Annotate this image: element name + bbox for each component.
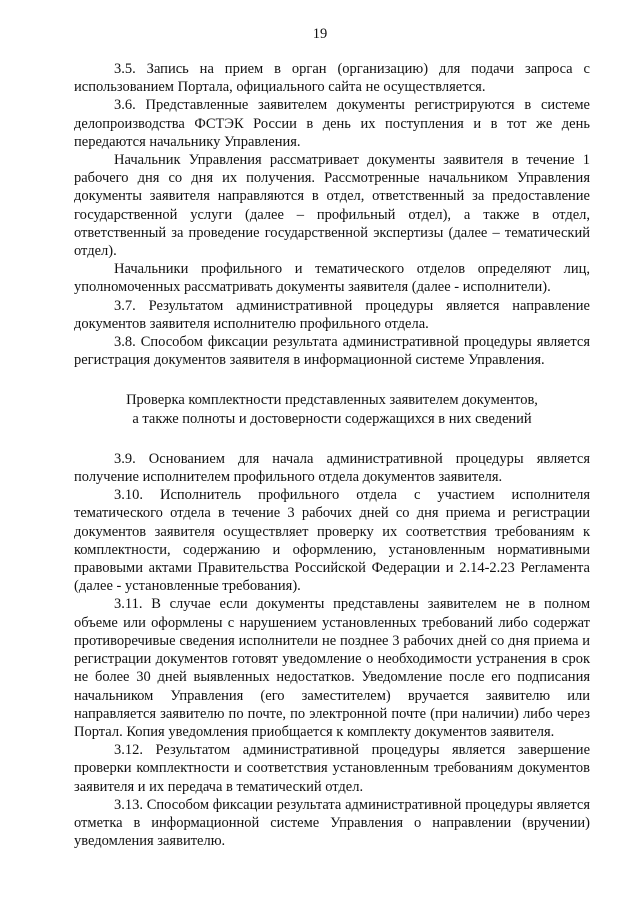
page-number: 19 bbox=[312, 26, 328, 42]
paragraph-3-5: 3.5. Запись на прием в орган (организацию) для подачи запроса с использованием Портала, официального сайта не осуществляется. bbox=[74, 61, 590, 96]
paragraph-3-6: 3.6. Представленные заявителем документы регистрируются в системе делопроизводства ФСТЭК России в день их поступления и в тот же день передаются начальнику Управления. bbox=[74, 97, 590, 150]
spacer bbox=[74, 428, 590, 450]
paragraph-3-10: 3.10. Исполнитель профильного отдела с участием исполнителя тематического отдела в течение 3 рабочих дней со дня приема и регистрации документов заявителя осуществляет проверку их соответствия требованиям к комплектности, содержанию и оформлению, установленным нормативными правовыми актами Правительства Российской Федерации и 2.14-2.23 Регламента (далее - установленные требования). bbox=[74, 487, 590, 595]
paragraph-executors: Начальники профильного и тематического отделов определяют лиц, уполномоченных рассматривать документы заявителя (далее - исполнители). bbox=[74, 261, 590, 296]
paragraph-head-review: Начальник Управления рассматривает документы заявителя в течение 1 рабочего дня со дня их получения. Рассмотренные начальником Управления документы заявителя направляются в отдел, ответственный за предоставление государственной услуги (далее – профильный отдел), а также в отдел, ответственный за проведение государственной экспертизы (далее – тематический отдел). bbox=[74, 152, 590, 260]
paragraph-3-8: 3.8. Способом фиксации результата административной процедуры является регистрация документов заявителя в информационной системе Управления. bbox=[74, 334, 590, 369]
spacer bbox=[74, 369, 590, 391]
paragraph-3-7: 3.7. Результатом административной процедуры является направление документов заявителя исполнителю профильного отдела. bbox=[74, 297, 590, 332]
section-heading bbox=[74, 391, 590, 427]
paragraph-3-9: 3.9. Основанием для начала административной процедуры является получение исполнителем профильного отдела документов заявителя. bbox=[74, 450, 590, 486]
section-heading-line-1: Проверка комплектности представленных заявителем документов, bbox=[126, 392, 538, 409]
document-body bbox=[74, 60, 590, 850]
paragraph-3-13: 3.13. Способом фиксации результата административной процедуры является отметка в информационной системе Управления о направлении (вручении) уведомления заявителю. bbox=[74, 796, 590, 850]
section-heading-line-2: а также полноты и достоверности содержащихся в них сведений bbox=[132, 410, 532, 427]
paragraph-3-12: 3.12. Результатом административной процедуры является завершение проверки комплектности и соответствия установленным требованиям документов заявителя и их передача в тематический отдел. bbox=[74, 742, 590, 795]
paragraph-3-11: 3.11. В случае если документы представлены заявителем не в полном объеме или оформлены с нарушением установленных требований либо содержат противоречивые сведения исполнители не позднее 3 рабочих дней со дня приема и регистрации документов готовят уведомление о необходимости устранения в срок не более 30 дней выявленных недостатков. Уведомление после его подписания начальником Управления (его заместителем) вручается заявителю или направляется заявителю по почте, по электронной почте (при наличии) либо через Портал. Копия уведомления приобщается к комплекту документов заявителя. bbox=[74, 596, 590, 740]
